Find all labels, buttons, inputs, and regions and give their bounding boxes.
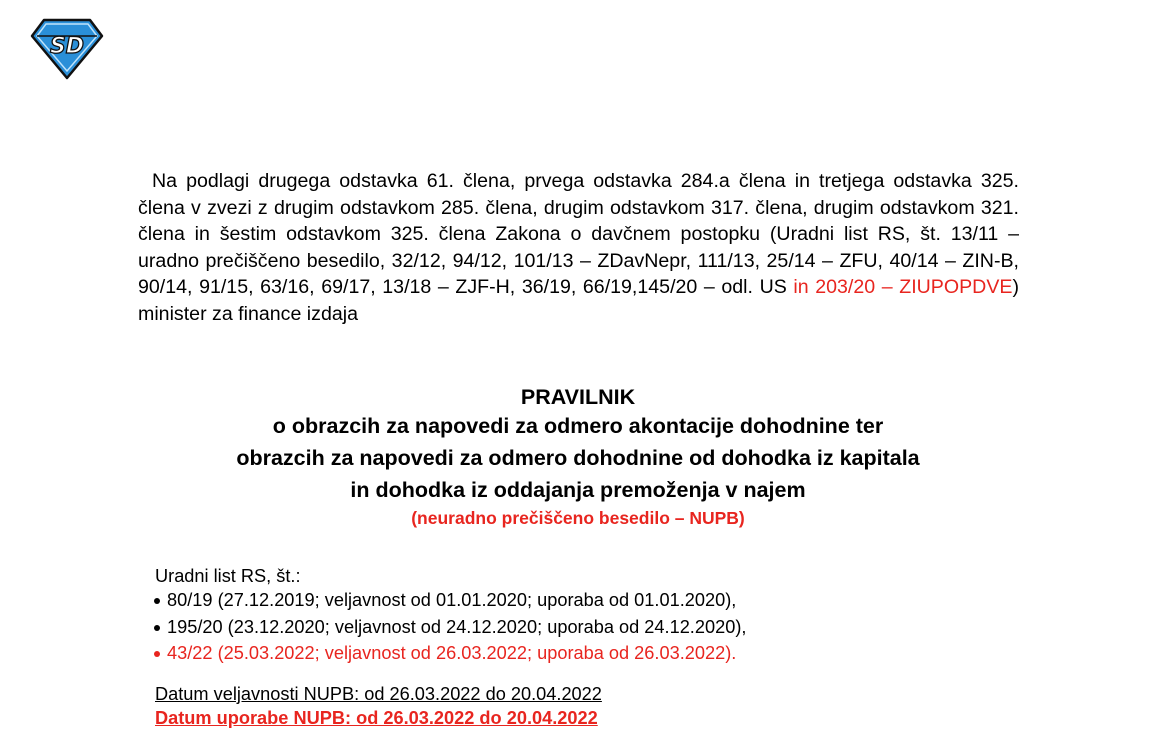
gazette-entry <box>153 587 746 614</box>
logo-text: SD <box>49 34 85 59</box>
sd-logo-icon <box>30 18 104 80</box>
bullet-icon <box>154 598 160 604</box>
title-subtitle: (neuradno prečiščeno besedilo – NUPB) <box>411 508 745 528</box>
document-title <box>118 384 1038 530</box>
intro-text: Na podlagi drugega odstavka 61. člena, prvega odstavka 284.a člena in tretjega odstavka 325. člena v zvezi z drugim odstavkom 285. člena, drugim odstavkom 317. člena, drugim odstavkom 321. člena in šestim odstavkom 325. člena Zakona o davčnem postopku (Uradni list RS, št. 13/11 – uradno prečiščeno besedilo, 32/12, 94/12, 101/13 – ZDavNepr, 111/13, 25/14 – ZFU, 40/14 – ZIN-B, 90/14, 91/15, 63/16, 69/17, 13/18 – ZJF-H, 36/19, 66/19,145/20 – odl. US <box>138 170 1019 298</box>
title-line-2: obrazcih za napovedi za odmero dohodnine od dohodka iz kapitala <box>236 446 920 470</box>
gazette-entry-text: 80/19 (27.12.2019; veljavnost od 01.01.2020; uporaba od 01.01.2020), <box>167 590 737 610</box>
title-line-3: in dohodka iz oddajanja premoženja v najem <box>350 478 806 502</box>
bullet-icon <box>154 651 160 657</box>
gazette-entry <box>153 614 746 641</box>
validity-date: Datum veljavnosti NUPB: od 26.03.2022 do 20.04.2022 <box>155 684 602 704</box>
intro-paragraph <box>138 168 1019 327</box>
gazette-entry-text: 195/20 (23.12.2020; veljavnost od 24.12.2020; uporaba od 24.12.2020), <box>167 616 747 637</box>
title-line-1: o obrazcih za napovedi za odmero akontacije dohodnine ter <box>272 414 884 438</box>
gazette-list <box>153 587 746 667</box>
gazette-entry-text: 43/22 (25.03.2022; veljavnost od 26.03.2022; uporaba od 26.03.2022). <box>167 643 737 663</box>
intro-text-end: ) minister za finance izdaja <box>138 276 1020 325</box>
intro-text-amendment: in 203/20 – ZIUPOPDVE <box>786 276 1013 298</box>
bullet-icon <box>154 625 160 631</box>
gazette-entry-latest <box>153 640 746 667</box>
usage-date: Datum uporabe NUPB: od 26.03.2022 do 20.04.2022 <box>155 708 598 728</box>
gazette-heading: Uradni list RS, št.: <box>155 566 301 586</box>
title-main: PRAVILNIK <box>520 385 636 409</box>
